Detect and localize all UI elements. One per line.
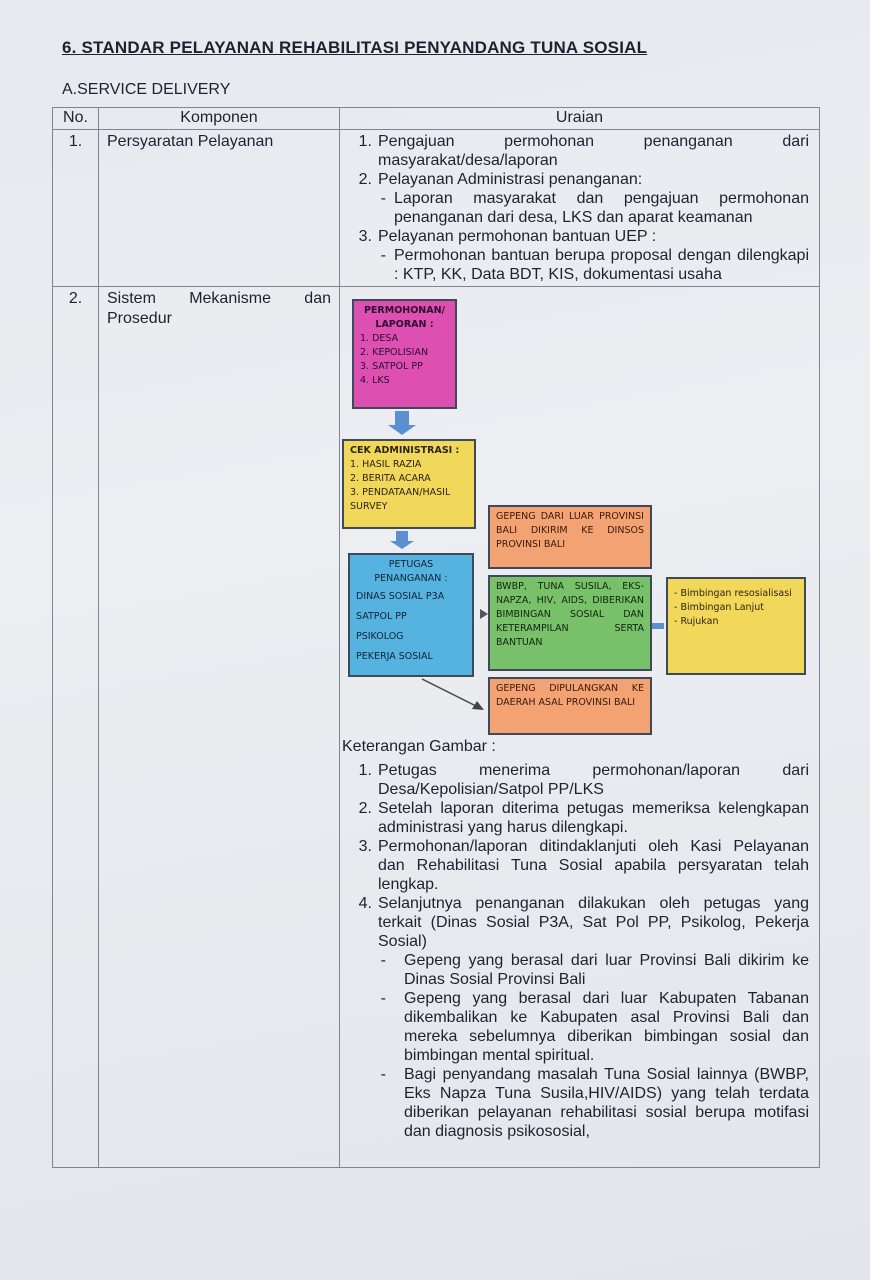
list-item: 4. Selanjutnya penanganan dilakukan oleh petugas yang terkait (Dinas Sosial P3A, Sat Pol PP, Psikolog, Pekerja Sosial) — [358, 895, 809, 950]
header-komponen: Komponen — [99, 108, 340, 130]
cek-administrasi-box: CEK ADMINISTRASI : 1. HASIL RAZIA 2. BERITA ACARA 3. PENDATAAN/HASIL SURVEY — [342, 439, 476, 529]
arrow-right-icon — [480, 609, 488, 619]
list-item: 3. Pelayanan permohonan bantuan UEP : — [358, 228, 657, 245]
list-item: 2. Pelayanan Administrasi penanganan: — [358, 171, 643, 188]
table-row — [53, 287, 820, 1168]
arrow-diagonal-icon — [420, 677, 490, 717]
gepeng-luar-box: GEPENG DARI LUAR PROVINSI BALI DIKIRIM KE DINSOS PROVINSI BALI — [488, 505, 652, 569]
list-item: 1. Petugas menerima permohonan/laporan dari Desa/Kepolisian/Satpol PP/LKS — [358, 762, 809, 798]
row-number: 2. — [68, 290, 83, 307]
table-row — [53, 130, 820, 287]
arrow-down-icon — [395, 411, 409, 425]
list-item: 3. Permohonan/laporan ditindaklanjuti oleh Kasi Pelayanan dan Rehabilitasi Tuna Sosial apabila persyaratan telah lengkap. — [358, 838, 809, 893]
list-item: - Bagi penyandang masalah Tuna Sosial lainnya (BWBP, Eks Napza Tuna Susila,HIV/AIDS) yang telah terdata diberikan pelayanan rehabilitasi sosial berupa motifasi dan diagnosis psikososial, — [380, 1066, 809, 1140]
table-header-row — [53, 108, 820, 130]
arrow-down-icon — [390, 541, 414, 549]
komponen-cell: Sistem Mekanisme dan Prosedur — [107, 290, 331, 327]
header-uraian: Uraian — [340, 108, 820, 130]
list-item: 1. Pengajuan permohonan penanganan dari masyarakat/desa/laporan — [358, 133, 809, 169]
row-number: 1. — [68, 133, 83, 150]
document-title: 6. STANDAR PELAYANAN REHABILITASI PENYANDANG TUNA SOSIAL — [62, 38, 648, 57]
arrow-right-icon — [652, 623, 664, 629]
flow-diagram — [340, 287, 819, 737]
uraian-list — [340, 130, 819, 286]
keterangan-title: Keterangan Gambar : — [342, 738, 496, 755]
list-item: - Gepeng yang berasal dari luar Kabupaten Tabanan dikembalikan ke Kabupaten asal Provinsi Bali dan mereka sebelumnya diberikan bimbingan sosial dan bimbingan mental spiritual. — [380, 990, 809, 1064]
keterangan-section — [340, 737, 819, 1143]
komponen-cell: Persyaratan Pelayanan — [107, 133, 274, 150]
arrow-down-icon — [396, 531, 408, 541]
arrow-down-icon — [388, 425, 416, 435]
list-item: - Gepeng yang berasal dari luar Provinsi Bali dikirim ke Dinas Sosial Provinsi Bali — [380, 952, 809, 988]
list-item: 2. Setelah laporan diterima petugas memeriksa kelengkapan administrasi yang harus dilengkapi. — [358, 800, 809, 836]
gepeng-pulang-box: GEPENG DIPULANGKAN KE DAERAH ASAL PROVINSI BALI — [488, 677, 652, 735]
section-heading: A.SERVICE DELIVERY — [62, 81, 231, 98]
petugas-box: PETUGAS PENANGANAN : DINAS SOSIAL P3A SATPOL PP PSIKOLOG PEKERJA SOSIAL — [348, 553, 474, 677]
list-item: - Laporan masyarakat dan pengajuan permohonan penanganan dari desa, LKS dan aparat keamanan — [380, 190, 809, 226]
header-no: No. — [53, 108, 99, 130]
permohonan-box: PERMOHONAN/ LAPORAN : 1. DESA 2. KEPOLISIAN 3. SATPOL PP 4. LKS — [352, 299, 457, 409]
bimbingan-box: - Bimbingan resosialisasi - Bimbingan Lanjut - Rujukan — [666, 577, 806, 675]
bwbp-box: BWBP, TUNA SUSILA, EKS-NAPZA, HIV, AIDS, DIBERIKAN BIMBINGAN SOSIAL DAN KETERAMPILAN SERTA BANTUAN — [488, 575, 652, 671]
list-item: - Permohonan bantuan berupa proposal dengan dilengkapi : KTP, KK, Data BDT, KIS, dokumentasi usaha — [380, 247, 809, 283]
service-table — [52, 107, 820, 1168]
